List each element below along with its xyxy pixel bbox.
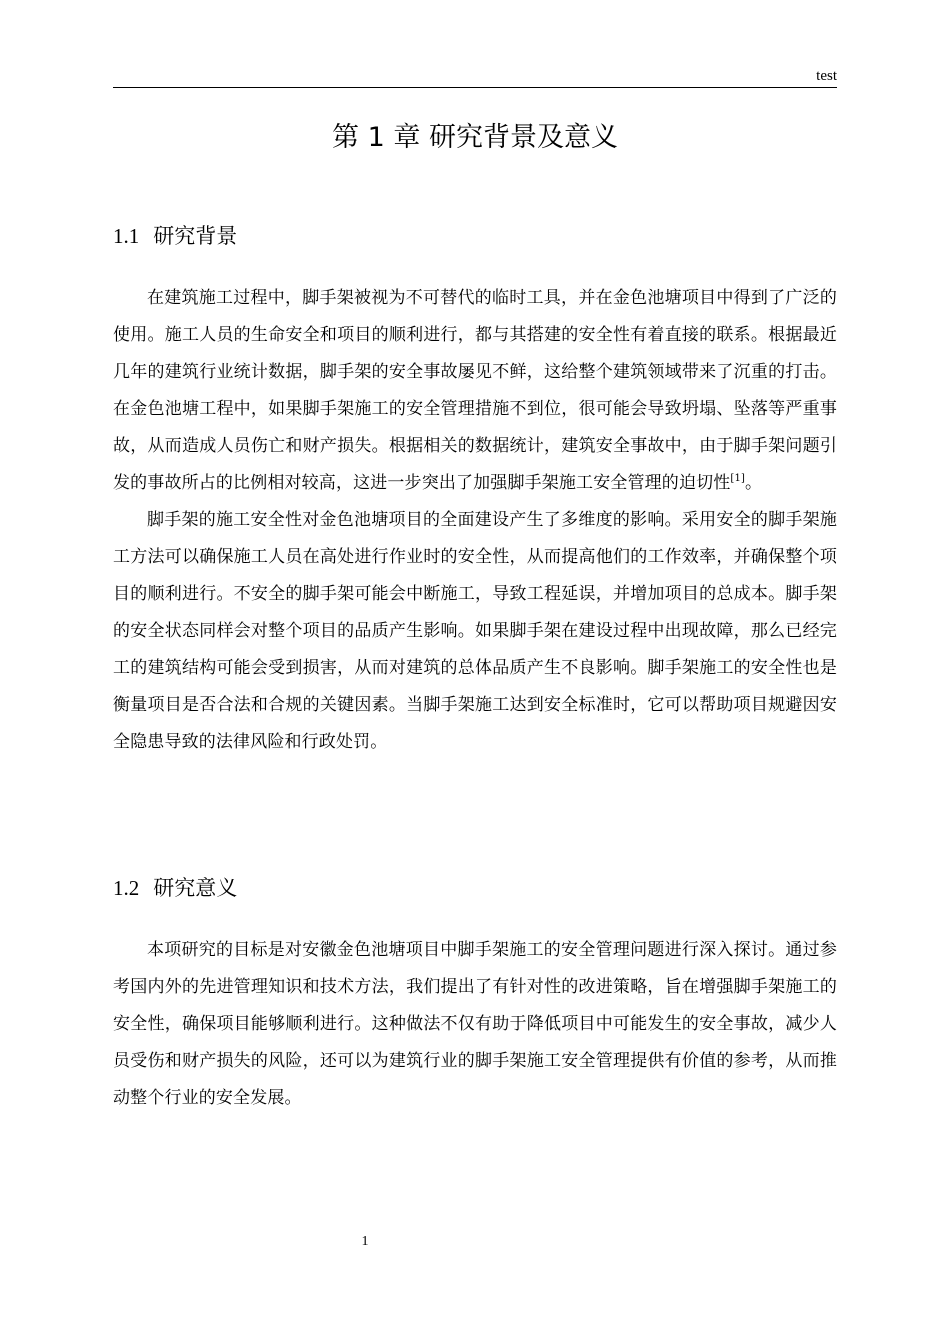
citation-marker: [1] — [730, 473, 746, 484]
section-number: 1.1 — [113, 224, 140, 248]
header-text: test — [816, 68, 837, 84]
section-1-1-body — [113, 280, 837, 761]
section-number: 1.2 — [113, 876, 140, 900]
paragraph — [113, 280, 837, 502]
header-rule — [113, 87, 837, 88]
paragraph: 脚手架的施工安全性对金色池塘项目的全面建设产生了多维度的影响。采用安全的脚手架施工方法可以确保施工人员在高处进行作业时的安全性，从而提高他们的工作效率，并确保整个项目的顺利进行。不安全的脚手架可能会中断施工，导致工程延误，并增加项目的总成本。脚手架的安全状态同样会对整个项目的品质产生影响。如果脚手架在建设过程中出现故障，那么已经完工的建筑结构可能会受到损害，从而对建筑的总体品质产生不良影响。脚手架施工的安全性也是衡量项目是否合法和合规的关键因素。当脚手架施工达到安全标准时，它可以帮助项目规避因安全隐患导致的法律风险和行政处罚。 — [113, 510, 837, 752]
section-heading-1-2 — [113, 872, 237, 904]
paragraph-text: 在建筑施工过程中，脚手架被视为不可替代的临时工具，并在金色池塘项目中得到了广泛的使用。施工人员的生命安全和项目的顺利进行，都与其搭建的安全性有着直接的联系。根据最近几年的建筑行业统计数据，脚手架的安全事故屡见不鲜，这给整个建筑领域带来了沉重的打击。在金色池塘工程中，如果脚手架施工的安全管理措施不到位，很可能会导致坍塌、坠落等严重事故，从而造成人员伤亡和财产损失。根据相关的数据统计，建筑安全事故中，由于脚手架问题引发的事故所占的比例相对较高，这进一步突出了加强脚手架施工安全管理的迫切性 — [113, 288, 837, 493]
page-number: 1 — [361, 1234, 369, 1249]
section-1-2-body — [113, 932, 837, 1117]
section-title: 研究意义 — [153, 876, 238, 900]
section-heading-1-1 — [113, 220, 237, 252]
paragraph-end: 。 — [745, 473, 763, 493]
chapter-title: 第 1 章 研究背景及意义 — [332, 122, 618, 153]
section-title: 研究背景 — [153, 224, 238, 248]
paragraph: 本项研究的目标是对安徽金色池塘项目中脚手架施工的安全管理问题进行深入探讨。通过参考国内外的先进管理知识和技术方法，我们提出了有针对性的改进策略，旨在增强脚手架施工的安全性，确保项目能够顺利进行。这种做法不仅有助于降低项目中可能发生的安全事故，减少人员受伤和财产损失的风险，还可以为建筑行业的脚手架施工安全管理提供有价值的参考，从而推动整个行业的安全发展。 — [113, 940, 837, 1108]
